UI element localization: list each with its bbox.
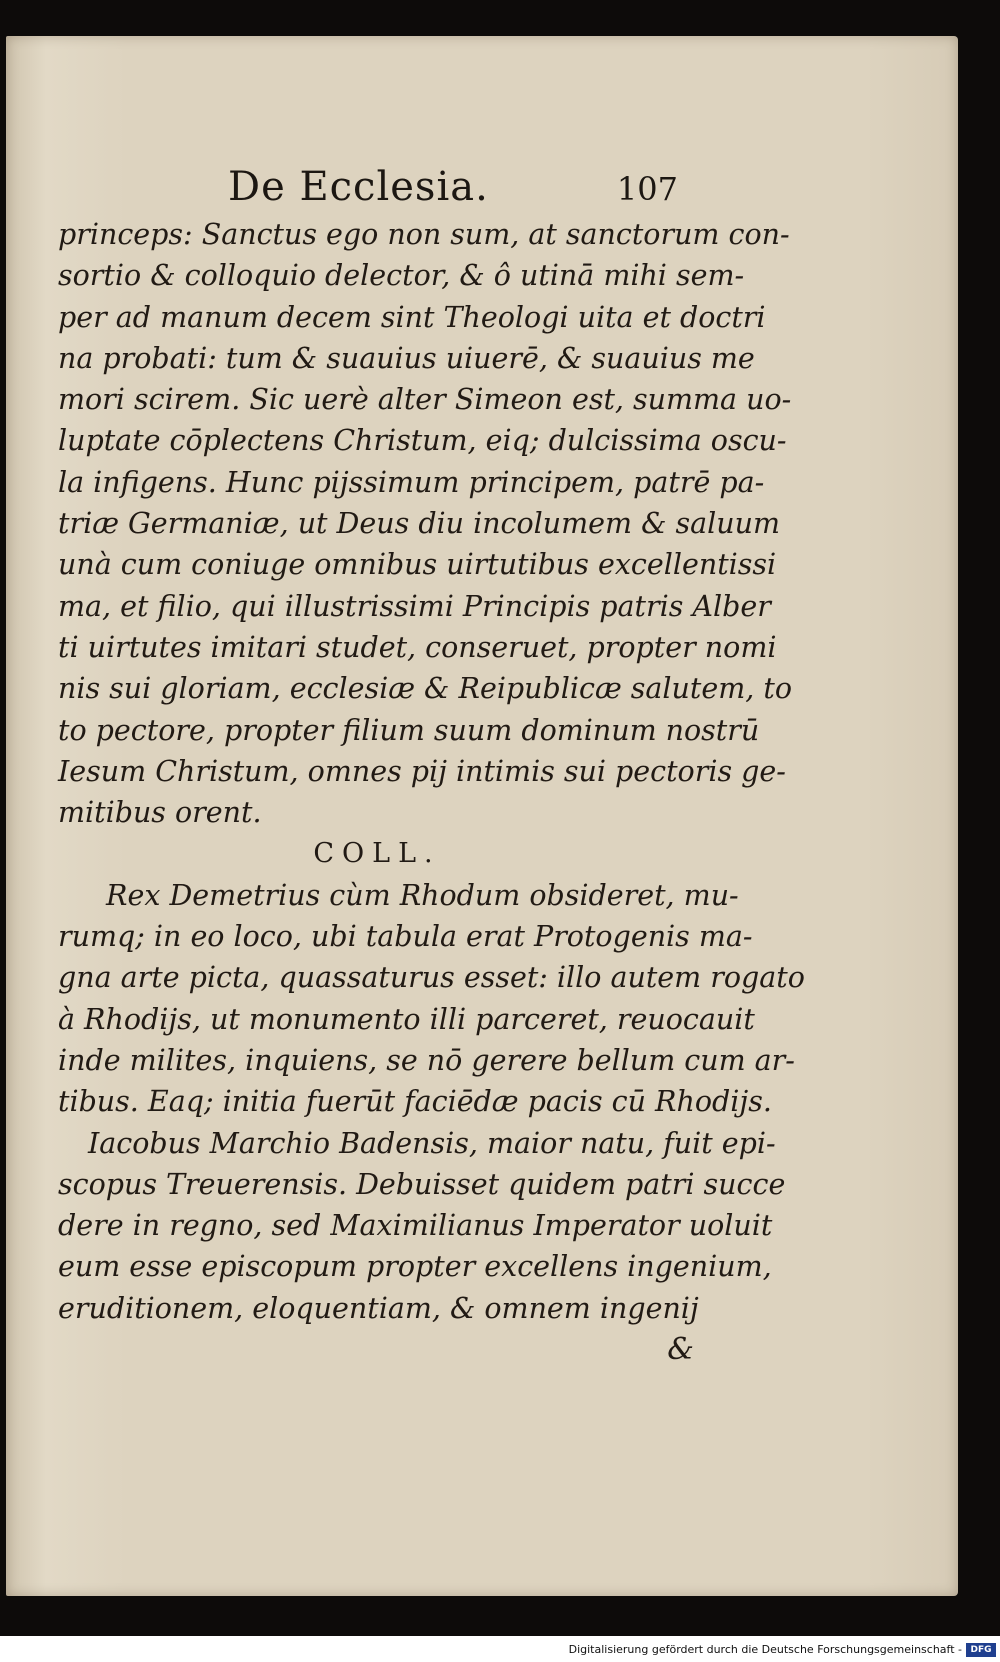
text-line: Iesum Christum, omnes pij intimis sui pectoris ge- <box>58 754 786 788</box>
text-line: sortio & colloquio delector, & ô utinā mihi sem- <box>58 259 745 293</box>
text-line: rumq; in eo loco, ubi tabula erat Protogenis ma- <box>58 920 753 954</box>
dfg-logo-icon: DFG <box>966 1643 996 1657</box>
text-line: la infigens. Hunc pijssimum principem, patrē pa- <box>58 465 765 499</box>
text-line: triæ Germaniæ, ut Deus diu incolumem & saluum <box>58 507 781 541</box>
book-page <box>6 36 958 1596</box>
text-line: mori scirem. Sic uerè alter Simeon est, summa uo- <box>58 383 792 417</box>
text-line: luptate cōplectens Christum, eiq; dulcissima oscu- <box>58 424 787 458</box>
text-line: scopus Treuerensis. Debuisset quidem patri succe <box>58 1167 786 1201</box>
page-header <box>228 164 678 220</box>
digitization-footer <box>0 1636 1000 1662</box>
section-heading: COLL. <box>313 838 441 870</box>
text-line: eum esse episcopum propter excellens ingenium, <box>58 1250 772 1284</box>
text-line: mitibus orent. <box>58 796 262 830</box>
text-line: nis sui gloriam, ecclesiæ & Reipublicæ salutem, to <box>58 672 792 706</box>
text-line: to pectore, propter filium suum dominum nostrū <box>58 713 760 747</box>
text-line: Rex Demetrius cùm Rhodum obsideret, mu- <box>106 878 739 912</box>
page-number: 107 <box>616 170 678 208</box>
text-line: inde milites, inquiens, se nō gerere bellum cum ar- <box>58 1043 795 1077</box>
main-text <box>58 214 805 1370</box>
text-line: unà cum coniuge omnibus uirtutibus excellentissi <box>58 548 777 582</box>
funding-credit: Digitalisierung gefördert durch die Deutsche Forschungsgemeinschaft - <box>568 1643 962 1656</box>
running-head: De Ecclesia. <box>228 164 489 210</box>
text-line: princeps: Sanctus ego non sum, at sanctorum con- <box>58 218 790 251</box>
text-line: Iacobus Marchio Badensis, maior natu, fuit epi- <box>88 1126 776 1160</box>
text-line: à Rhodijs, ut monumento illi parceret, reuocauit <box>58 1002 755 1036</box>
catchword: & <box>667 1332 694 1368</box>
text-line: tibus. Eaq; initia fuerūt faciēdæ pacis cū Rhodijs. <box>58 1085 772 1119</box>
text-line: per ad manum decem sint Theologi uita et doctri <box>58 300 766 334</box>
text-line: eruditionem, eloquentiam, & omnem ingenij <box>58 1291 699 1325</box>
text-line: gna arte picta, quassaturus esset: illo autem rogato <box>58 961 805 995</box>
text-line: na probati: tum & suauius uiuerē, & suauius me <box>58 341 755 375</box>
text-line: ti uirtutes imitari studet, conseruet, propter nomi <box>58 630 777 664</box>
text-line: dere in regno, sed Maximilianus Imperator uoluit <box>58 1209 773 1243</box>
text-line: ma, et filio, qui illustrissimi Principis patris Alber <box>58 589 771 623</box>
